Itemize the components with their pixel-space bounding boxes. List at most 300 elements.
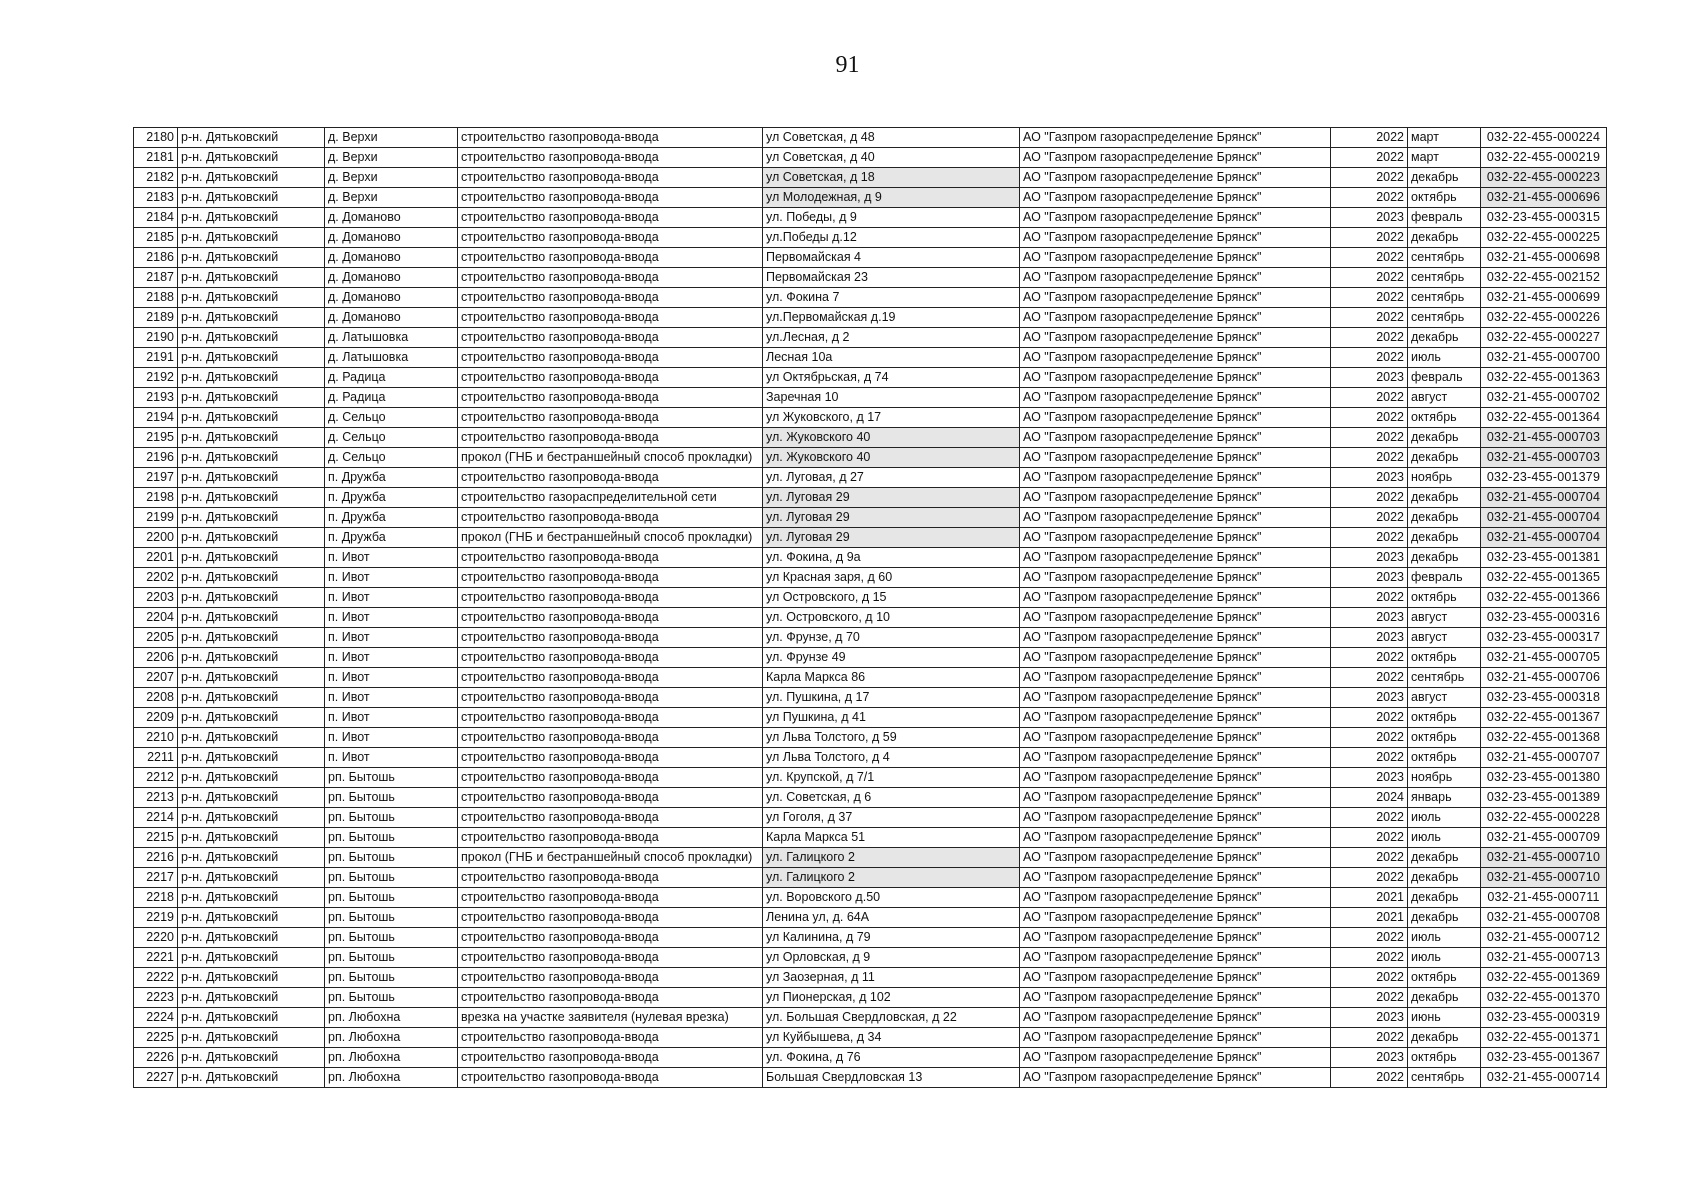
work-type-cell: строительство газопровода-ввода (458, 808, 763, 828)
table-row (134, 988, 1607, 1008)
organization-cell: АО "Газпром газораспределение Брянск" (1020, 748, 1331, 768)
registration-number-cell: 032-21-455-000704 (1481, 528, 1607, 548)
month-cell: сентябрь (1408, 288, 1481, 308)
settlement-cell: д. Радица (325, 368, 458, 388)
settlement-cell: д. Доманово (325, 248, 458, 268)
registration-number-cell: 032-21-455-000706 (1481, 668, 1607, 688)
work-type-cell: строительство газопровода-ввода (458, 768, 763, 788)
table-row (134, 308, 1607, 328)
registration-number-cell: 032-22-455-000224 (1481, 128, 1607, 148)
month-cell: август (1408, 688, 1481, 708)
table-body (134, 128, 1607, 1088)
table-row (134, 248, 1607, 268)
month-cell: декабрь (1408, 988, 1481, 1008)
table-row (134, 868, 1607, 888)
settlement-cell: рп. Бытошь (325, 988, 458, 1008)
settlement-cell: п. Ивот (325, 588, 458, 608)
settlement-cell: д. Латышовка (325, 328, 458, 348)
work-type-cell: строительство газопровода-ввода (458, 348, 763, 368)
district-cell: р-н. Дятьковский (178, 348, 325, 368)
district-cell: р-н. Дятьковский (178, 908, 325, 928)
month-cell: ноябрь (1408, 768, 1481, 788)
work-type-cell: строительство газопровода-ввода (458, 748, 763, 768)
district-cell: р-н. Дятьковский (178, 848, 325, 868)
registration-number-cell: 032-22-455-000219 (1481, 148, 1607, 168)
district-cell: р-н. Дятьковский (178, 508, 325, 528)
address-cell: ул. Луговая 29 (763, 528, 1020, 548)
organization-cell: АО "Газпром газораспределение Брянск" (1020, 848, 1331, 868)
row-number: 2182 (134, 168, 178, 188)
district-cell: р-н. Дятьковский (178, 1028, 325, 1048)
year-cell: 2022 (1331, 308, 1408, 328)
registration-number-cell: 032-21-455-000707 (1481, 748, 1607, 768)
work-type-cell: строительство газопровода-ввода (458, 908, 763, 928)
district-cell: р-н. Дятьковский (178, 588, 325, 608)
month-cell: июль (1408, 948, 1481, 968)
month-cell: июнь (1408, 1008, 1481, 1028)
month-cell: июль (1408, 808, 1481, 828)
work-type-cell: строительство газопровода-ввода (458, 428, 763, 448)
table-row (134, 788, 1607, 808)
year-cell: 2022 (1331, 348, 1408, 368)
work-type-cell: строительство газопровода-ввода (458, 548, 763, 568)
address-cell: Лесная 10а (763, 348, 1020, 368)
address-cell: ул. Крупской, д 7/1 (763, 768, 1020, 788)
district-cell: р-н. Дятьковский (178, 208, 325, 228)
year-cell: 2022 (1331, 528, 1408, 548)
address-cell: ул. Галицкого 2 (763, 868, 1020, 888)
work-type-cell: прокол (ГНБ и бестраншейный способ прокладки) (458, 448, 763, 468)
row-number: 2191 (134, 348, 178, 368)
table-row (134, 388, 1607, 408)
row-number: 2216 (134, 848, 178, 868)
settlement-cell: п. Ивот (325, 568, 458, 588)
table-row (134, 368, 1607, 388)
settlement-cell: п. Дружба (325, 528, 458, 548)
year-cell: 2022 (1331, 748, 1408, 768)
registration-number-cell: 032-22-455-000223 (1481, 168, 1607, 188)
row-number: 2187 (134, 268, 178, 288)
year-cell: 2023 (1331, 208, 1408, 228)
year-cell: 2021 (1331, 888, 1408, 908)
year-cell: 2022 (1331, 828, 1408, 848)
registration-number-cell: 032-21-455-000710 (1481, 868, 1607, 888)
settlement-cell: п. Ивот (325, 748, 458, 768)
row-number: 2183 (134, 188, 178, 208)
district-cell: р-н. Дятьковский (178, 1068, 325, 1088)
work-type-cell: строительство газопровода-ввода (458, 708, 763, 728)
district-cell: р-н. Дятьковский (178, 868, 325, 888)
year-cell: 2022 (1331, 848, 1408, 868)
settlement-cell: п. Ивот (325, 608, 458, 628)
work-type-cell: строительство газопровода-ввода (458, 868, 763, 888)
district-cell: р-н. Дятьковский (178, 288, 325, 308)
month-cell: июль (1408, 928, 1481, 948)
month-cell: сентябрь (1408, 308, 1481, 328)
year-cell: 2023 (1331, 628, 1408, 648)
month-cell: март (1408, 128, 1481, 148)
organization-cell: АО "Газпром газораспределение Брянск" (1020, 588, 1331, 608)
registration-number-cell: 032-22-455-001369 (1481, 968, 1607, 988)
table-row (134, 408, 1607, 428)
table-row (134, 328, 1607, 348)
address-cell: ул. Жуковского 40 (763, 428, 1020, 448)
table-row (134, 628, 1607, 648)
month-cell: декабрь (1408, 908, 1481, 928)
table-row (134, 808, 1607, 828)
year-cell: 2022 (1331, 228, 1408, 248)
registration-number-cell: 032-21-455-000700 (1481, 348, 1607, 368)
address-cell: ул Островского, д 15 (763, 588, 1020, 608)
settlement-cell: п. Ивот (325, 708, 458, 728)
table-row (134, 828, 1607, 848)
organization-cell: АО "Газпром газораспределение Брянск" (1020, 408, 1331, 428)
address-cell: ул Молодежная, д 9 (763, 188, 1020, 208)
work-type-cell: строительство газопровода-ввода (458, 208, 763, 228)
address-cell: ул Льва Толстого, д 4 (763, 748, 1020, 768)
table-row (134, 288, 1607, 308)
organization-cell: АО "Газпром газораспределение Брянск" (1020, 908, 1331, 928)
row-number: 2195 (134, 428, 178, 448)
work-type-cell: строительство газопровода-ввода (458, 168, 763, 188)
month-cell: октябрь (1408, 1048, 1481, 1068)
year-cell: 2022 (1331, 588, 1408, 608)
address-cell: ул. Фрунзе, д 70 (763, 628, 1020, 648)
district-cell: р-н. Дятьковский (178, 608, 325, 628)
table-row (134, 468, 1607, 488)
district-cell: р-н. Дятьковский (178, 328, 325, 348)
table-row (134, 228, 1607, 248)
organization-cell: АО "Газпром газораспределение Брянск" (1020, 308, 1331, 328)
registration-number-cell: 032-23-455-000316 (1481, 608, 1607, 628)
settlement-cell: д. Верхи (325, 128, 458, 148)
address-cell: ул. Луговая 29 (763, 488, 1020, 508)
year-cell: 2022 (1331, 248, 1408, 268)
table-row (134, 428, 1607, 448)
row-number: 2223 (134, 988, 178, 1008)
work-type-cell: строительство газопровода-ввода (458, 988, 763, 1008)
address-cell: ул. Воровского д.50 (763, 888, 1020, 908)
row-number: 2224 (134, 1008, 178, 1028)
month-cell: декабрь (1408, 888, 1481, 908)
table-row (134, 348, 1607, 368)
district-cell: р-н. Дятьковский (178, 168, 325, 188)
district-cell: р-н. Дятьковский (178, 128, 325, 148)
organization-cell: АО "Газпром газораспределение Брянск" (1020, 288, 1331, 308)
work-type-cell: врезка на участке заявителя (нулевая врезка) (458, 1008, 763, 1028)
work-type-cell: строительство газопровода-ввода (458, 628, 763, 648)
work-type-cell: строительство газопровода-ввода (458, 888, 763, 908)
year-cell: 2022 (1331, 708, 1408, 728)
table-row (134, 688, 1607, 708)
settlement-cell: д. Сельцо (325, 448, 458, 468)
organization-cell: АО "Газпром газораспределение Брянск" (1020, 928, 1331, 948)
organization-cell: АО "Газпром газораспределение Брянск" (1020, 868, 1331, 888)
address-cell: ул.Лесная, д 2 (763, 328, 1020, 348)
row-number: 2210 (134, 728, 178, 748)
month-cell: декабрь (1408, 868, 1481, 888)
work-type-cell: строительство газопровода-ввода (458, 788, 763, 808)
registration-number-cell: 032-22-455-001365 (1481, 568, 1607, 588)
month-cell: сентябрь (1408, 268, 1481, 288)
month-cell: декабрь (1408, 428, 1481, 448)
address-cell: ул Красная заря, д 60 (763, 568, 1020, 588)
settlement-cell: п. Дружба (325, 468, 458, 488)
district-cell: р-н. Дятьковский (178, 828, 325, 848)
row-number: 2209 (134, 708, 178, 728)
organization-cell: АО "Газпром газораспределение Брянск" (1020, 1028, 1331, 1048)
address-cell: ул Октябрьская, д 74 (763, 368, 1020, 388)
settlement-cell: рп. Любохна (325, 1068, 458, 1088)
settlement-cell: рп. Бытошь (325, 788, 458, 808)
work-type-cell: строительство газопровода-ввода (458, 1048, 763, 1068)
row-number: 2181 (134, 148, 178, 168)
table-row (134, 1008, 1607, 1028)
table-row (134, 508, 1607, 528)
month-cell: декабрь (1408, 448, 1481, 468)
work-type-cell: строительство газопровода-ввода (458, 368, 763, 388)
table-row (134, 908, 1607, 928)
district-cell: р-н. Дятьковский (178, 568, 325, 588)
registration-number-cell: 032-21-455-000702 (1481, 388, 1607, 408)
month-cell: декабрь (1408, 228, 1481, 248)
row-number: 2193 (134, 388, 178, 408)
district-cell: р-н. Дятьковский (178, 408, 325, 428)
work-type-cell: строительство газопровода-ввода (458, 308, 763, 328)
settlement-cell: д. Доманово (325, 208, 458, 228)
settlement-cell: рп. Бытошь (325, 828, 458, 848)
year-cell: 2022 (1331, 128, 1408, 148)
work-type-cell: строительство газопровода-ввода (458, 188, 763, 208)
table-row (134, 888, 1607, 908)
district-cell: р-н. Дятьковский (178, 188, 325, 208)
work-type-cell: прокол (ГНБ и бестраншейный способ прокладки) (458, 848, 763, 868)
organization-cell: АО "Газпром газораспределение Брянск" (1020, 1008, 1331, 1028)
settlement-cell: п. Ивот (325, 688, 458, 708)
year-cell: 2022 (1331, 1068, 1408, 1088)
settlement-cell: рп. Бытошь (325, 948, 458, 968)
table-row (134, 1068, 1607, 1088)
table-row (134, 648, 1607, 668)
address-cell: ул. Луговая, д 27 (763, 468, 1020, 488)
page-number: 91 (835, 52, 860, 78)
settlement-cell: рп. Бытошь (325, 868, 458, 888)
work-type-cell: строительство газопровода-ввода (458, 828, 763, 848)
work-type-cell: строительство газопровода-ввода (458, 1028, 763, 1048)
district-cell: р-н. Дятьковский (178, 968, 325, 988)
settlement-cell: д. Радица (325, 388, 458, 408)
settlement-cell: п. Дружба (325, 508, 458, 528)
address-cell: ул. Фрунзе 49 (763, 648, 1020, 668)
district-cell: р-н. Дятьковский (178, 988, 325, 1008)
table-row (134, 448, 1607, 468)
month-cell: декабрь (1408, 548, 1481, 568)
registration-number-cell: 032-21-455-000705 (1481, 648, 1607, 668)
year-cell: 2022 (1331, 328, 1408, 348)
work-type-cell: строительство газопровода-ввода (458, 268, 763, 288)
table-row (134, 708, 1607, 728)
organization-cell: АО "Газпром газораспределение Брянск" (1020, 268, 1331, 288)
address-cell: ул. Фокина, д 76 (763, 1048, 1020, 1068)
address-cell: ул. Победы, д 9 (763, 208, 1020, 228)
district-cell: р-н. Дятьковский (178, 808, 325, 828)
organization-cell: АО "Газпром газораспределение Брянск" (1020, 888, 1331, 908)
address-cell: ул. Жуковского 40 (763, 448, 1020, 468)
district-cell: р-н. Дятьковский (178, 748, 325, 768)
year-cell: 2022 (1331, 968, 1408, 988)
year-cell: 2022 (1331, 388, 1408, 408)
organization-cell: АО "Газпром газораспределение Брянск" (1020, 248, 1331, 268)
registration-number-cell: 032-22-455-000228 (1481, 808, 1607, 828)
settlement-cell: д. Доманово (325, 288, 458, 308)
district-cell: р-н. Дятьковский (178, 388, 325, 408)
organization-cell: АО "Газпром газораспределение Брянск" (1020, 788, 1331, 808)
settlement-cell: д. Доманово (325, 308, 458, 328)
month-cell: октябрь (1408, 408, 1481, 428)
settlement-cell: д. Доманово (325, 268, 458, 288)
table-row (134, 668, 1607, 688)
year-cell: 2022 (1331, 448, 1408, 468)
organization-cell: АО "Газпром газораспределение Брянск" (1020, 708, 1331, 728)
registration-number-cell: 032-23-455-001381 (1481, 548, 1607, 568)
year-cell: 2023 (1331, 688, 1408, 708)
organization-cell: АО "Газпром газораспределение Брянск" (1020, 808, 1331, 828)
row-number: 2192 (134, 368, 178, 388)
month-cell: декабрь (1408, 328, 1481, 348)
year-cell: 2022 (1331, 488, 1408, 508)
row-number: 2220 (134, 928, 178, 948)
year-cell: 2022 (1331, 428, 1408, 448)
row-number: 2212 (134, 768, 178, 788)
address-cell: ул Заозерная, д 11 (763, 968, 1020, 988)
row-number: 2226 (134, 1048, 178, 1068)
registration-number-cell: 032-21-455-000711 (1481, 888, 1607, 908)
organization-cell: АО "Газпром газораспределение Брянск" (1020, 508, 1331, 528)
settlement-cell: рп. Любохна (325, 1028, 458, 1048)
address-cell: ул Советская, д 18 (763, 168, 1020, 188)
table-row (134, 588, 1607, 608)
row-number: 2207 (134, 668, 178, 688)
work-type-cell: строительство газопровода-ввода (458, 508, 763, 528)
row-number: 2188 (134, 288, 178, 308)
organization-cell: АО "Газпром газораспределение Брянск" (1020, 568, 1331, 588)
organization-cell: АО "Газпром газораспределение Брянск" (1020, 628, 1331, 648)
district-cell: р-н. Дятьковский (178, 228, 325, 248)
year-cell: 2023 (1331, 568, 1408, 588)
month-cell: ноябрь (1408, 468, 1481, 488)
row-number: 2205 (134, 628, 178, 648)
year-cell: 2023 (1331, 1008, 1408, 1028)
month-cell: октябрь (1408, 648, 1481, 668)
month-cell: август (1408, 608, 1481, 628)
work-type-cell: строительство газопровода-ввода (458, 928, 763, 948)
table-row (134, 488, 1607, 508)
district-cell: р-н. Дятьковский (178, 308, 325, 328)
work-type-cell: строительство газопровода-ввода (458, 568, 763, 588)
address-cell: Большая Свердловская 13 (763, 1068, 1020, 1088)
year-cell: 2022 (1331, 808, 1408, 828)
registration-number-cell: 032-23-455-000315 (1481, 208, 1607, 228)
row-number: 2199 (134, 508, 178, 528)
work-type-cell: прокол (ГНБ и бестраншейный способ прокладки) (458, 528, 763, 548)
work-type-cell: строительство газопровода-ввода (458, 288, 763, 308)
organization-cell: АО "Газпром газораспределение Брянск" (1020, 448, 1331, 468)
year-cell: 2023 (1331, 768, 1408, 788)
address-cell: ул. Советская, д 6 (763, 788, 1020, 808)
organization-cell: АО "Газпром газораспределение Брянск" (1020, 128, 1331, 148)
address-cell: ул. Галицкого 2 (763, 848, 1020, 868)
district-cell: р-н. Дятьковский (178, 468, 325, 488)
work-type-cell: строительство газопровода-ввода (458, 328, 763, 348)
registration-number-cell: 032-21-455-000699 (1481, 288, 1607, 308)
settlement-cell: п. Ивот (325, 628, 458, 648)
registration-number-cell: 032-21-455-000704 (1481, 488, 1607, 508)
district-cell: р-н. Дятьковский (178, 768, 325, 788)
table-row (134, 608, 1607, 628)
table-row (134, 768, 1607, 788)
settlement-cell: п. Ивот (325, 548, 458, 568)
month-cell: октябрь (1408, 728, 1481, 748)
month-cell: сентябрь (1408, 1068, 1481, 1088)
address-cell: ул Советская, д 48 (763, 128, 1020, 148)
year-cell: 2022 (1331, 408, 1408, 428)
address-cell: ул. Фокина 7 (763, 288, 1020, 308)
address-cell: ул Пушкина, д 41 (763, 708, 1020, 728)
year-cell: 2022 (1331, 508, 1408, 528)
settlement-cell: д. Сельцо (325, 408, 458, 428)
year-cell: 2022 (1331, 188, 1408, 208)
row-number: 2184 (134, 208, 178, 228)
work-type-cell: строительство газопровода-ввода (458, 968, 763, 988)
month-cell: июль (1408, 828, 1481, 848)
year-cell: 2022 (1331, 988, 1408, 1008)
row-number: 2201 (134, 548, 178, 568)
month-cell: февраль (1408, 568, 1481, 588)
row-number: 2180 (134, 128, 178, 148)
organization-cell: АО "Газпром газораспределение Брянск" (1020, 688, 1331, 708)
settlement-cell: д. Доманово (325, 228, 458, 248)
settlement-cell: рп. Бытошь (325, 928, 458, 948)
registration-number-cell: 032-21-455-000714 (1481, 1068, 1607, 1088)
registration-number-cell: 032-23-455-001379 (1481, 468, 1607, 488)
row-number: 2218 (134, 888, 178, 908)
table-row (134, 568, 1607, 588)
row-number: 2222 (134, 968, 178, 988)
district-cell: р-н. Дятьковский (178, 928, 325, 948)
year-cell: 2023 (1331, 468, 1408, 488)
work-type-cell: строительство газопровода-ввода (458, 388, 763, 408)
settlement-cell: д. Верхи (325, 168, 458, 188)
registration-number-cell: 032-22-455-001366 (1481, 588, 1607, 608)
row-number: 2202 (134, 568, 178, 588)
address-cell: ул Жуковского, д 17 (763, 408, 1020, 428)
registration-number-cell: 032-23-455-000318 (1481, 688, 1607, 708)
organization-cell: АО "Газпром газораспределение Брянск" (1020, 1068, 1331, 1088)
organization-cell: АО "Газпром газораспределение Брянск" (1020, 468, 1331, 488)
settlement-cell: п. Дружба (325, 488, 458, 508)
row-number: 2186 (134, 248, 178, 268)
row-number: 2196 (134, 448, 178, 468)
month-cell: октябрь (1408, 708, 1481, 728)
table-row (134, 748, 1607, 768)
address-cell: ул.Первомайская д.19 (763, 308, 1020, 328)
table-row (134, 128, 1607, 148)
month-cell: декабрь (1408, 1028, 1481, 1048)
settlement-cell: рп. Бытошь (325, 908, 458, 928)
organization-cell: АО "Газпром газораспределение Брянск" (1020, 348, 1331, 368)
year-cell: 2022 (1331, 288, 1408, 308)
address-cell: ул Льва Толстого, д 59 (763, 728, 1020, 748)
